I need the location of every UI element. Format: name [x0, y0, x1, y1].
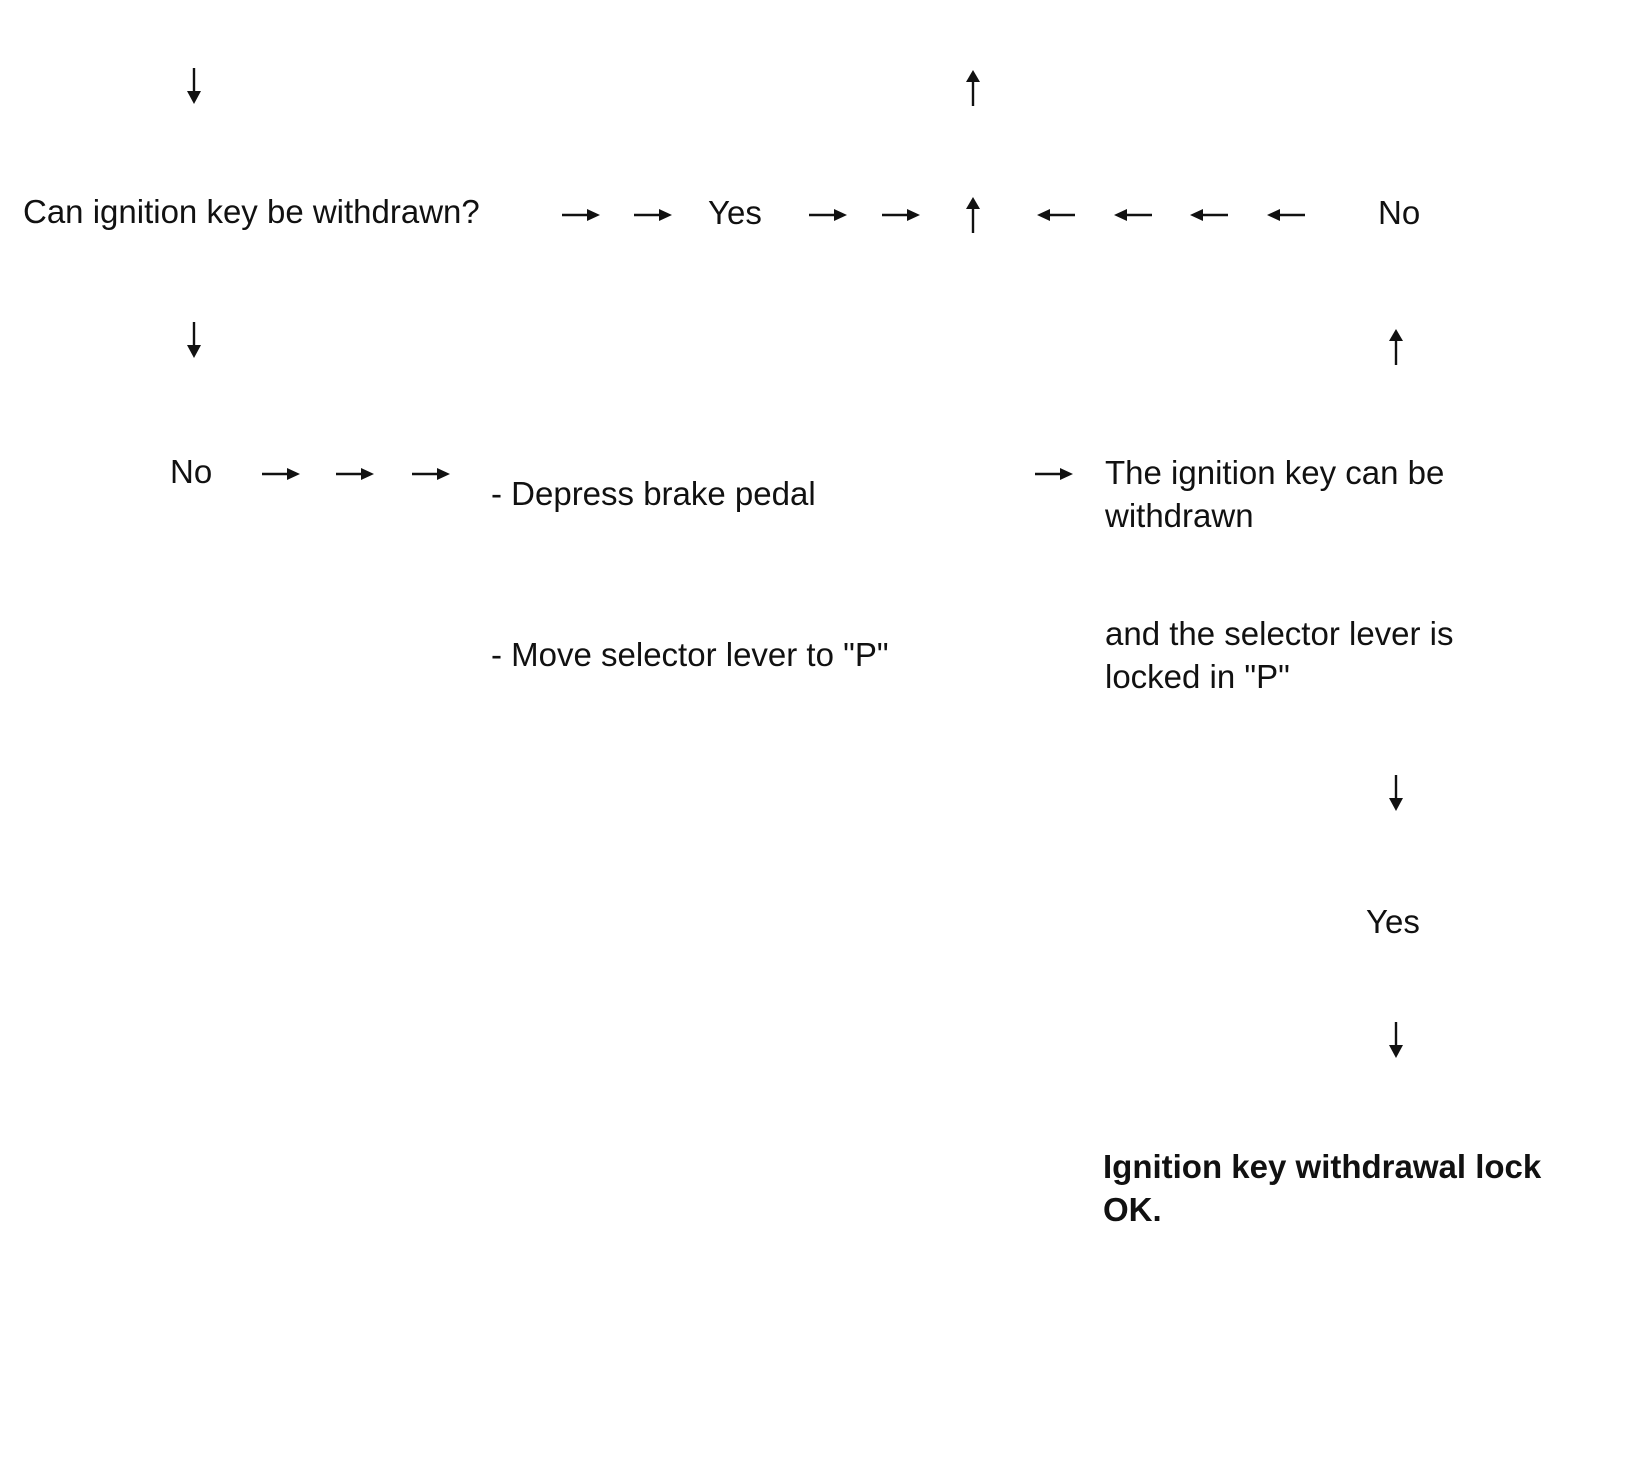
final-result: Ignition key withdrawal lock OK. [1103, 1148, 1542, 1228]
arrow-right-icon [410, 467, 452, 481]
arrow-left-icon [1035, 208, 1077, 222]
arrow-left-icon [1188, 208, 1230, 222]
arrow-left-icon [1112, 208, 1154, 222]
arrow-right-icon [632, 208, 674, 222]
arrow-right-icon [1033, 467, 1075, 481]
arrow-right-icon [560, 208, 602, 222]
arrow-left-icon [1265, 208, 1307, 222]
action-move-selector: - Move selector lever to "P" [491, 636, 889, 673]
result-key-withdrawn: The ignition key can be withdrawn [1105, 454, 1445, 534]
question-node: Can ignition key be withdrawn? [23, 193, 480, 230]
arrow-down-icon [1385, 1020, 1407, 1060]
yes-top-label: Yes [708, 194, 762, 231]
result-lever-locked: and the selector lever is locked in "P" [1105, 615, 1454, 695]
arrow-down-icon [183, 66, 205, 106]
arrow-up-icon [962, 195, 984, 235]
arrow-down-icon [1385, 773, 1407, 813]
arrow-right-icon [807, 208, 849, 222]
yes-bottom-label: Yes [1366, 903, 1420, 940]
arrow-right-icon [260, 467, 302, 481]
arrow-up-icon [962, 68, 984, 108]
no-left-label: No [170, 453, 213, 490]
arrow-up-icon [1385, 327, 1407, 367]
action-depress-brake: - Depress brake pedal [491, 475, 816, 512]
arrow-right-icon [334, 467, 376, 481]
arrow-right-icon [880, 208, 922, 222]
no-right-label: No [1378, 194, 1421, 231]
arrow-down-icon [183, 320, 205, 360]
